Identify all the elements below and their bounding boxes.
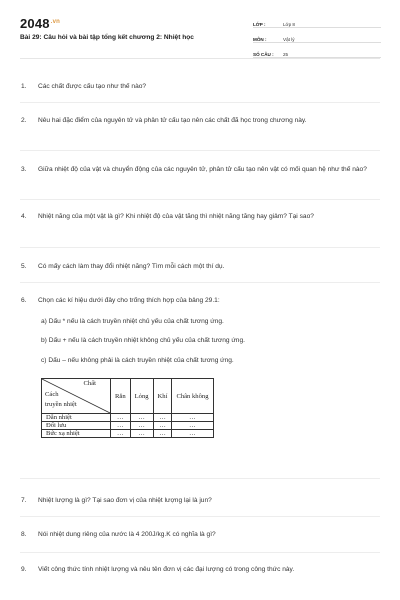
page-title: Bài 29: Câu hỏi và bài tập tổng kết chương 2: Nhiệt học <box>20 34 194 41</box>
question-number: 2. <box>21 117 27 124</box>
question-number: 8. <box>21 531 27 538</box>
question-9 <box>21 563 376 576</box>
table-row <box>42 430 214 438</box>
table-cell: … <box>130 430 153 438</box>
logo-suffix: .vn <box>50 18 61 25</box>
table-cell: … <box>130 422 153 430</box>
table-cell: … <box>153 422 172 430</box>
question-3 <box>21 163 376 176</box>
column-header: Chân không <box>172 379 213 414</box>
meta-row-subject <box>253 31 381 43</box>
column-header: Lỏng <box>130 379 153 414</box>
table-row <box>42 414 214 422</box>
table-cell: … <box>111 414 131 422</box>
question-divider <box>20 516 380 517</box>
question-number: 7. <box>21 497 27 504</box>
question-text: Nói nhiệt dung riêng của nước là 4 200J/kg.K có nghĩa là gì? <box>38 531 216 538</box>
meta-value: 25 <box>283 52 289 57</box>
corner-bottom-label: truyền nhiệt <box>45 401 77 408</box>
question-5 <box>21 260 376 273</box>
meta-value: Lớp 8 <box>283 22 295 27</box>
meta-row-class <box>253 16 381 28</box>
question-8 <box>21 528 376 541</box>
question-text: Nhiệt năng của một vật là gì? Khi nhiệt độ của vật tăng thì nhiệt năng tăng hay giảm? Tại sao? <box>38 213 314 220</box>
table-cell: … <box>172 430 213 438</box>
meta-info <box>253 16 381 61</box>
header-divider <box>20 58 380 59</box>
question-text: Viết công thức tính nhiệt lượng và nêu tên đơn vị các đại lượng có trong công thức này. <box>38 566 295 573</box>
meta-value: Vật lý <box>283 37 295 42</box>
meta-label: LỚP : <box>253 22 266 27</box>
corner-top-label: Chất <box>83 380 96 387</box>
table-cell: … <box>111 422 131 430</box>
meta-label: SỐ CÂU : <box>253 52 274 57</box>
question-divider <box>20 102 380 103</box>
meta-row-count <box>253 46 381 58</box>
question-divider <box>20 247 380 248</box>
question-text: Giữa nhiệt độ của vật và chuyển động của các nguyên tử, phân tử cấu tạo nên vật có mối quan hệ như thế nào? <box>38 166 367 173</box>
question-number: 6. <box>21 297 27 304</box>
question-text: Nhiệt lượng là gì? Tại sao đơn vị của nhiệt lượng lại là jun? <box>38 497 212 504</box>
row-label: Đối lưu <box>42 422 111 430</box>
table-cell: … <box>153 430 172 438</box>
row-label: Bức xạ nhiệt <box>42 430 111 438</box>
question-divider <box>20 282 380 283</box>
question-divider <box>20 150 380 151</box>
question-number: 1. <box>21 83 27 90</box>
corner-bottom-label: Cách <box>45 391 59 398</box>
table-header-row <box>42 379 214 414</box>
table-cell: … <box>153 414 172 422</box>
heat-transfer-table <box>41 378 214 438</box>
option-b: b) Dấu + nếu là cách truyền nhiệt không chủ yếu của chất tương ứng. <box>41 337 245 344</box>
question-number: 3. <box>21 166 27 173</box>
question-text: Có mấy cách làm thay đổi nhiệt năng? Tìm mỗi cách một thí dụ. <box>38 263 225 270</box>
question-text: Nêu hai đặc điểm của nguyên tử và phân tử cấu tạo nên các chất đã học trong chương này. <box>38 117 307 124</box>
logo-text: 2048 <box>20 16 50 31</box>
table-row <box>42 422 214 430</box>
meta-label: MÔN : <box>253 37 267 42</box>
question-text: Chọn các kí hiệu dưới đây cho trống thích hợp của bảng 29.1: <box>38 297 220 304</box>
question-number: 5. <box>21 263 27 270</box>
page-header <box>0 0 400 70</box>
question-2 <box>21 114 376 127</box>
table-cell: … <box>172 414 213 422</box>
row-label: Dẫn nhiệt <box>42 414 111 422</box>
question-number: 4. <box>21 213 27 220</box>
question-4 <box>21 210 376 223</box>
column-header: Khí <box>153 379 172 414</box>
question-number: 9. <box>21 566 27 573</box>
site-logo[interactable] <box>20 16 60 31</box>
table-cell: … <box>130 414 153 422</box>
option-c: c) Dấu – nếu không phải là cách truyền nhiệt của chất tương ứng. <box>41 357 234 364</box>
question-divider <box>20 552 380 553</box>
question-7 <box>21 494 376 507</box>
option-a: a) Dấu * nếu là cách truyền nhiệt chủ yếu của chất tương ứng. <box>41 318 224 325</box>
table-cell: … <box>111 430 131 438</box>
column-header: Rắn <box>111 379 131 414</box>
question-1 <box>21 80 376 93</box>
question-6 <box>21 294 376 307</box>
question-divider <box>20 478 380 479</box>
question-text: Các chất được cấu tạo như thế nào? <box>38 83 147 90</box>
table-cell: … <box>172 422 213 430</box>
question-divider <box>20 199 380 200</box>
table-corner-cell <box>42 379 111 414</box>
